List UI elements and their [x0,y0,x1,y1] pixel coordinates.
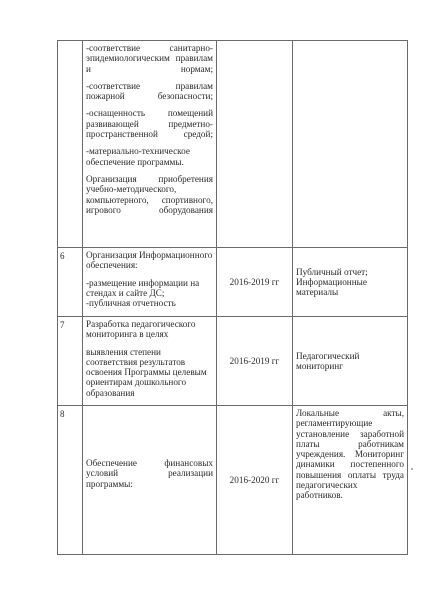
result-cell [293,41,408,248]
program-plan-table [57,40,408,555]
event-title: Разработка педагогического мониторинга в целях [86,319,196,340]
dates-cell: 2016-2020 гг [217,406,293,555]
event-item: -материально-техническое обеспечение программы. [86,146,190,167]
dates-cell: 2016-2019 гг [217,317,293,406]
table-row [58,248,408,317]
result-cell: Локальные акты, регламентирующие установление заработной платы работникам учреждения. Мониторинг динамики постепенного повышения оплаты труда педагогических работников. [293,406,408,555]
table-row [58,406,408,555]
dates-cell [217,41,293,248]
row-number: 6 [58,248,83,317]
table-row-continuation [58,41,408,248]
event-item: -публичная отчетность [86,298,176,309]
event-item: -размещение информации на стендах и сайте ДС; [86,277,200,298]
scan-speck [411,468,413,470]
event-item: -соответствие правилам пожарной безопасности; [86,80,213,102]
table-row [58,317,408,406]
event-cell [83,406,217,555]
row-number: 7 [58,317,83,406]
event-item: Организация приобретения учебно-методического, компьютерного, спортивного, игрового оборудования [86,173,213,215]
result-cell: Педагогический мониторинг [293,317,408,406]
result-cell: Публичный отчет; Информационные материалы [293,248,408,317]
event-title: Организация Информационного обеспечения: [86,250,213,271]
event-cell [83,317,217,406]
event-item: -соответствие санитарно-эпидемиологическим правилам и нормам; [86,43,213,74]
event-item: -оснащенность помещений развивающей предметно-пространственной средой; [86,108,213,140]
row-number: 8 [58,406,83,555]
event-cell [83,41,217,248]
row-number-cell [58,41,83,248]
dates-cell: 2016-2019 гг [217,248,293,317]
event-item: выявления степени соответствия результатов освоения Программы целевым ориентирам дошкольного образования [86,346,207,398]
event-cell [83,248,217,317]
event-title: Обеспечение финансовых условий реализации программы: [86,458,213,489]
